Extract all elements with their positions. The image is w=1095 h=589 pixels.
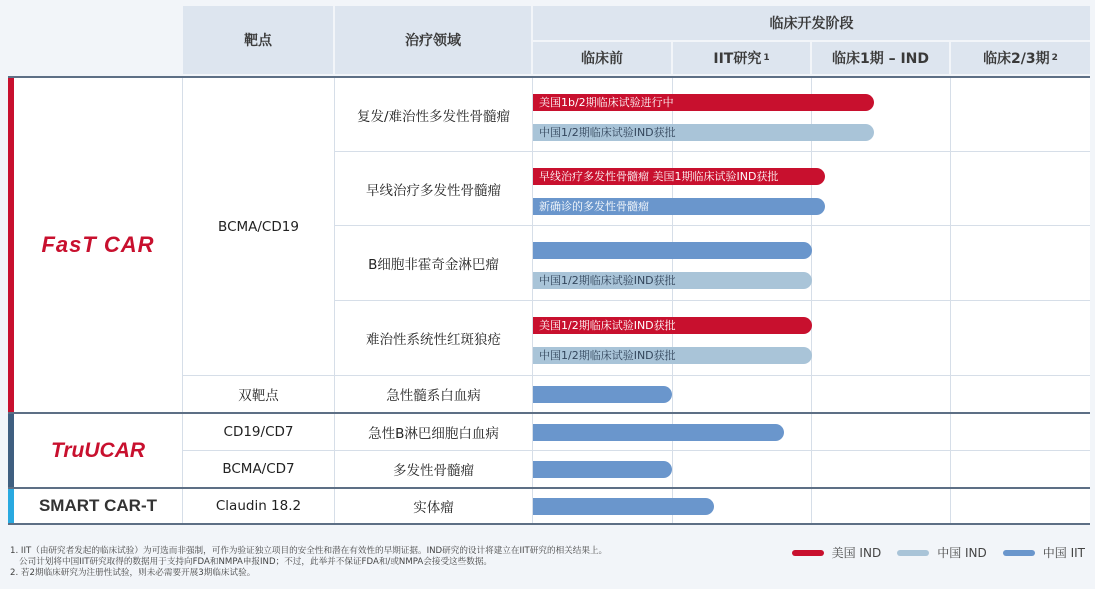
fastcar-logo: FasT CAR [41, 232, 155, 257]
trucar-logo: TruUCAR [50, 438, 146, 462]
target-cell: 双靶点 [238, 388, 279, 404]
footnotes [10, 546, 607, 579]
target-cell: BCMA/CD19 [218, 218, 299, 235]
pipeline-bar [533, 386, 672, 403]
header-stage-phase1: 临床1期 – IND [812, 42, 949, 74]
pipeline-bar: 美国1/2期临床试验IND获批 [533, 317, 812, 334]
header-stage-phase23: 临床2/3期 2 [951, 42, 1090, 74]
smart-cart-logo: SMART CAR-T [38, 496, 158, 515]
indication-cell: 实体瘤 [413, 500, 454, 516]
header-stage-iit: IIT研究 1 [673, 42, 810, 74]
indication-cell: 复发/难治性多发性骨髓瘤 [356, 108, 511, 125]
target-cell: Claudin 18.2 [215, 498, 302, 514]
indication-cell: 急性髓系白血病 [386, 388, 481, 404]
indication-cell: 多发性骨髓瘤 [393, 463, 474, 479]
legend-item-cn-ind: 中国 IND [897, 544, 987, 561]
legend-swatch [897, 550, 929, 556]
legend-item-cn-iit: 中国 IIT [1003, 544, 1085, 561]
legend-item-us-ind: 美国 IND [792, 544, 882, 561]
pipeline-bar [533, 242, 812, 259]
footnote-1: 1. IIT（由研究者发起的临床试验）为可选而非强制，可作为验证独立项目的安全性和潜在有效性的早期证据。IND研究的设计将建立在IIT研究的相关结果上。 [10, 546, 608, 556]
target-cell: BCMA/CD7 [222, 461, 295, 477]
pipeline-bar: 美国1b/2期临床试验进行中 [533, 94, 874, 111]
legend-swatch [1003, 550, 1035, 556]
header-indication: 治疗领域 [335, 6, 531, 74]
target-cell: CD19/CD7 [223, 424, 294, 440]
legend-swatch [792, 550, 824, 556]
legend [776, 544, 1085, 561]
pipeline-bar [533, 461, 672, 478]
pipeline-bar: 中国1/2期临床试验IND获批 [533, 272, 812, 289]
pipeline-bar: 中国1/2期临床试验IND获批 [533, 347, 812, 364]
indication-cell: 难治性系统性红斑狼疮 [366, 332, 501, 348]
pipeline-bar [533, 498, 714, 515]
indication-cell: 急性B淋巴细胞白血病 [368, 426, 499, 442]
header-target: 靶点 [183, 6, 333, 74]
indication-cell: B细胞非霍奇金淋巴瘤 [368, 257, 499, 273]
indication-cell: 早线治疗多发性骨髓瘤 [366, 182, 501, 199]
pipeline-bar: 中国1/2期临床试验IND获批 [533, 124, 874, 141]
group-divider [8, 523, 1090, 525]
pipeline-bar: 新确诊的多发性骨髓瘤 [533, 198, 825, 215]
pipeline-bar: 早线治疗多发性骨髓瘤 美国1期临床试验IND获批 [533, 168, 825, 185]
pipeline-bar [533, 424, 784, 441]
footnote-2: 2. 若2期临床研究为注册性试验，则未必需要开展3期临床试验。 [10, 568, 256, 578]
header-stage-group: 临床开发阶段 [533, 6, 1090, 40]
footnote-1-cont: 公司计划将中国IIT研究取得的数据用于支持向FDA和NMPA申报IND；不过，此举并不保证FDA和/或NMPA会接受这些数据。 [19, 557, 493, 567]
header-stage-preclinical: 临床前 [533, 42, 671, 74]
